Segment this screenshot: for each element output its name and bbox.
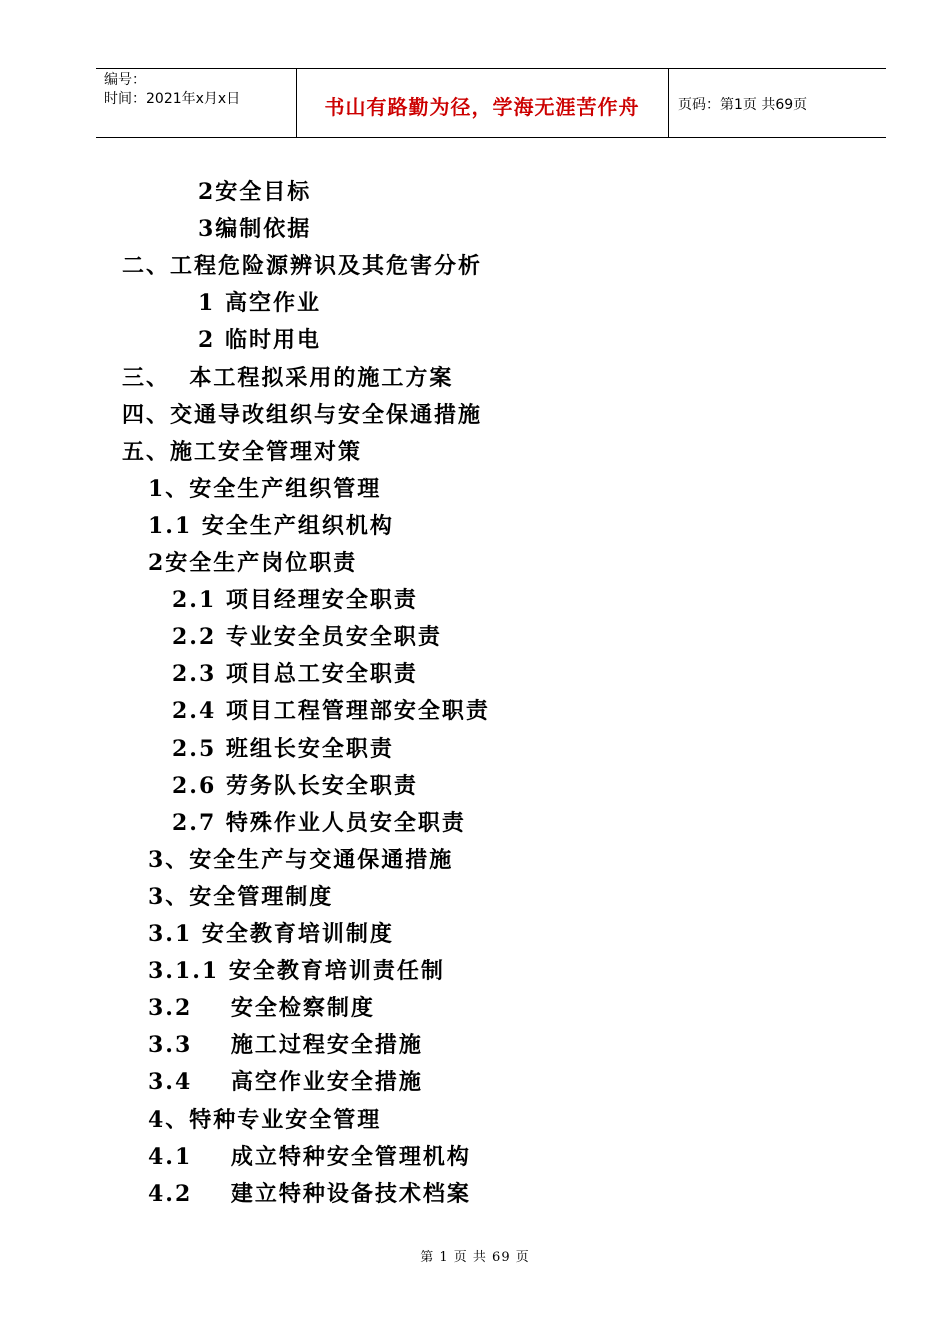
toc-entry: 1 高空作业 (198, 290, 321, 316)
toc-entry: 2安全目标 (198, 179, 312, 205)
header-meta-cell (96, 69, 297, 137)
toc-entry: 4.2 建立特种设备技术档案 (148, 1181, 471, 1207)
toc-entry: 3.3 施工过程安全措施 (148, 1032, 423, 1058)
toc-entry: 3编制依据 (198, 216, 312, 242)
toc-entry: 3.2 安全检察制度 (148, 995, 375, 1021)
toc-entry: 2.2 专业安全员安全职责 (172, 624, 442, 650)
toc-entry: 2.5 班组长安全职责 (172, 736, 394, 762)
toc-entry: 2 临时用电 (198, 327, 321, 353)
page-footer: 第 1 页 共 69 页 (420, 1250, 530, 1265)
toc-entry: 1、安全生产组织管理 (148, 476, 382, 502)
toc-entry: 1.1 安全生产组织机构 (148, 513, 394, 539)
toc-entry: 4.1 成立特种安全管理机构 (148, 1144, 471, 1170)
toc-entry: 二、工程危险源辨识及其危害分析 (122, 253, 483, 279)
toc-entry: 2.6 劳务队长安全职责 (172, 773, 418, 799)
toc-entry: 3、安全管理制度 (148, 884, 334, 910)
toc-entry: 3.4 高空作业安全措施 (148, 1069, 423, 1095)
header-page-info: 页码：第1页 共69页 (678, 97, 808, 113)
toc-entry: 2.1 项目经理安全职责 (172, 587, 418, 613)
header-page-cell (668, 69, 886, 137)
toc-entry: 4、特种专业安全管理 (148, 1107, 382, 1133)
toc-entry: 四、交通导改组织与安全保通措施 (122, 402, 483, 428)
date-label: 时间：2021年x月x日 (104, 91, 241, 107)
toc-entry: 2安全生产岗位职责 (148, 550, 358, 576)
page-header (96, 68, 886, 138)
toc-entry: 2.4 项目工程管理部安全职责 (172, 698, 490, 724)
toc-entry: 2.7 特殊作业人员安全职责 (172, 810, 466, 836)
toc-entry: 三、 本工程拟采用的施工方案 (122, 365, 454, 391)
serial-label: 编号： (104, 72, 146, 88)
toc-entry: 五、施工安全管理对策 (122, 439, 363, 465)
toc-entry: 2.3 项目总工安全职责 (172, 661, 418, 687)
toc-entry: 3.1 安全教育培训制度 (148, 921, 394, 947)
toc-entry: 3、安全生产与交通保通措施 (148, 847, 454, 873)
header-motto: 书山有路勤为径，学海无涯苦作舟 (324, 95, 640, 119)
toc-entry: 3.1.1 安全教育培训责任制 (148, 958, 445, 984)
header-motto-cell (296, 69, 669, 137)
